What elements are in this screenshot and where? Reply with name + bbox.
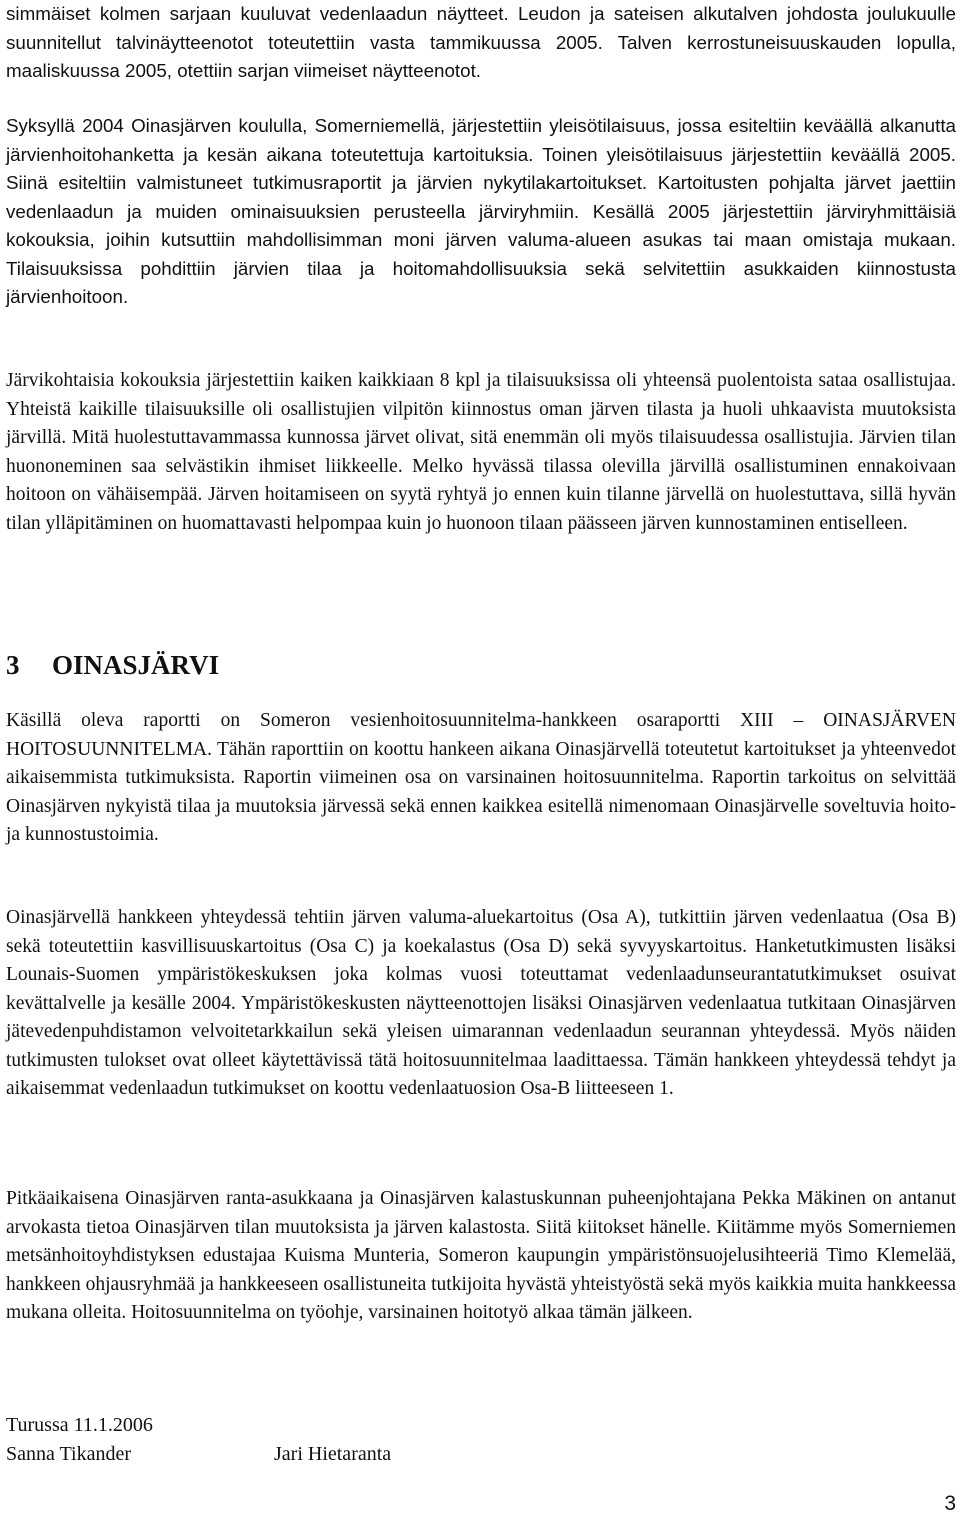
section-heading: [6, 648, 219, 682]
page-number: 3: [944, 1492, 956, 1515]
place-date: Turussa 11.1.2006: [6, 1414, 153, 1436]
paragraph-lake-meetings: Järvikohtaisia kokouksia järjestettiin kaiken kaikkiaan 8 kpl ja tilaisuuksissa oli yhteensä puolentoista sataa osallistujaa. Yhteistä kaikille tilaisuuksille oli osallistujien vilpitön kiinnostus oman järven tilasta ja huoli uhkaavista muutoksista järvillä. Mitä huolestuttavammassa kunnossa järvet olivat, sitä enemmän oli myös tilaisuudessa osallistujia. Järvien tilan huononeminen saa selvästikin ihmiset liikkeelle. Melko hyvässä tilassa olevilla järvillä osallistuminen ennakoivaan hoitoon on vähäisempää. Järven hoitamiseen on syytä ryhtyä jo ennen kuin tilanne järvellä on huolestuttava, sillä hyvän tilan ylläpitäminen on huomattavasti helpompaa kuin jo huonoon tilaan päässeen järven kunnostaminen entiselleen.: [6, 370, 956, 534]
author-2: Jari Hietaranta: [274, 1443, 392, 1465]
paragraph-report-intro: Käsillä oleva raportti on Someron vesienhoitosuunnitelma-hankkeen osaraportti XIII – OINASJÄRVEN HOITOSUUNNITELMA. Tähän raporttiin on koottu hankeen aikana Oinasjärvellä toteutetut kartoitukset ja yhteenvedot aikaisemmista tutkimuksista. Raportin viimeinen osa on varsinainen hoitosuunnitelma. Raportin tarkoitus on selvittää Oinasjärven nykyistä tilaa ja muutoksia järvessä sekä ennen kaikkea esitellä nimenomaan Oinasjärvelle soveltuvia hoito- ja kunnostustoimia.: [6, 710, 956, 845]
paragraph-surveys: Oinasjärvellä hankkeen yhteydessä tehtiin järven valuma-aluekartoitus (Osa A), tutkittiin järven vedenlaatua (Osa B) sekä toteutettiin kasvillisuuskartoitus (Osa C) ja koekalastus (Osa D) sekä syvyyskartoitus. Hanketutkimusten lisäksi Lounais-Suomen ympäristökeskuksen joka kolmas vuosi toteuttamat vedenlaadunseurantatutkimukset osuivat kevättalvelle ja kesälle 2004. Ympäristökeskusten näytteenottojen lisäksi Oinasjärven vedenlaatua tutkitaan Oinasjärven jätevedenpuhdistamon velvoitetarkkailun sekä yleisen uimarannan vedenlaadun seurannan yhteydessä. Myös näiden tutkimusten tulokset ovat olleet käytettävissä tätä hoitosuunnitelmaa laadittaessa. Tämän hankkeen yhteydessä tehdyt ja aikaisemmat vedenlaadun tutkimukset on koottu vedenlaatuosion Osa-B liitteeseen 1.: [6, 907, 956, 1099]
author-1: Sanna Tikander: [6, 1443, 131, 1465]
section-number: 3: [6, 650, 20, 680]
paragraph-acknowledgements: Pitkäaikaisena Oinasjärven ranta-asukkaana ja Oinasjärven kalastuskunnan puheenjohtajana Pekka Mäkinen on antanut arvokasta tietoa Oinasjärven tilan muutoksista ja järven kalastosta. Siitä kiitokset hänelle. Kiitämme myös Somerniemen metsänhoitoyhdistyksen edustajaa Kuisma Munteria, Someron kaupungin ympäristönsuojelusihteeriä Timo Klemelää, hankkeen ohjausryhmää ja hankkeeseen osallistuneita tutkijoita hyvästä yhteistyöstä sekä myös kaikkia muita hankkeessa mukana olleita. Hoitosuunnitelma on työohje, varsinainen hoitotyö alkaa tämän jälkeen.: [6, 1188, 956, 1323]
paragraph-sampling: simmäiset kolmen sarjaan kuuluvat vedenlaadun näytteet. Leudon ja sateisen alkutalven johdosta joulukuulle suunnitellut talvinäytteenotot toteutettiin vasta tammikuussa 2005. Talven kerrostuneisuuskauden lopulla, maaliskuussa 2005, otettiin sarjan viimeiset näytteenotot.: [6, 3, 956, 81]
section-title: OINASJÄRVI: [52, 650, 220, 680]
paragraph-public-events: Syksyllä 2004 Oinasjärven koululla, Somerniemellä, järjestettiin yleisötilaisuus, jossa esiteltiin keväällä alkanutta järvienhoitohanketta ja kesän aikana toteutettuja kartoituksia. Toinen yleisötilaisuus järjestettiin keväällä 2005. Siinä esiteltiin valmistuneet tutkimusraportit ja järvien nykytilakartoitukset. Kartoitusten pohjalta järvet jaettiin vedenlaadun ja muiden ominaisuuksien perusteella järviryhmiin. Kesällä 2005 järjestettiin järviryhmittäisiä kokouksia, joihin kutsuttiin mahdollisimman moni järven valuma-alueen asukas tai maan omistaja mukaan. Tilaisuuksissa pohdittiin järvien tilaa ja hoitomahdollisuuksia sekä selvitettiin asukkaiden kiinnostusta järvienhoitoon.: [6, 115, 956, 307]
